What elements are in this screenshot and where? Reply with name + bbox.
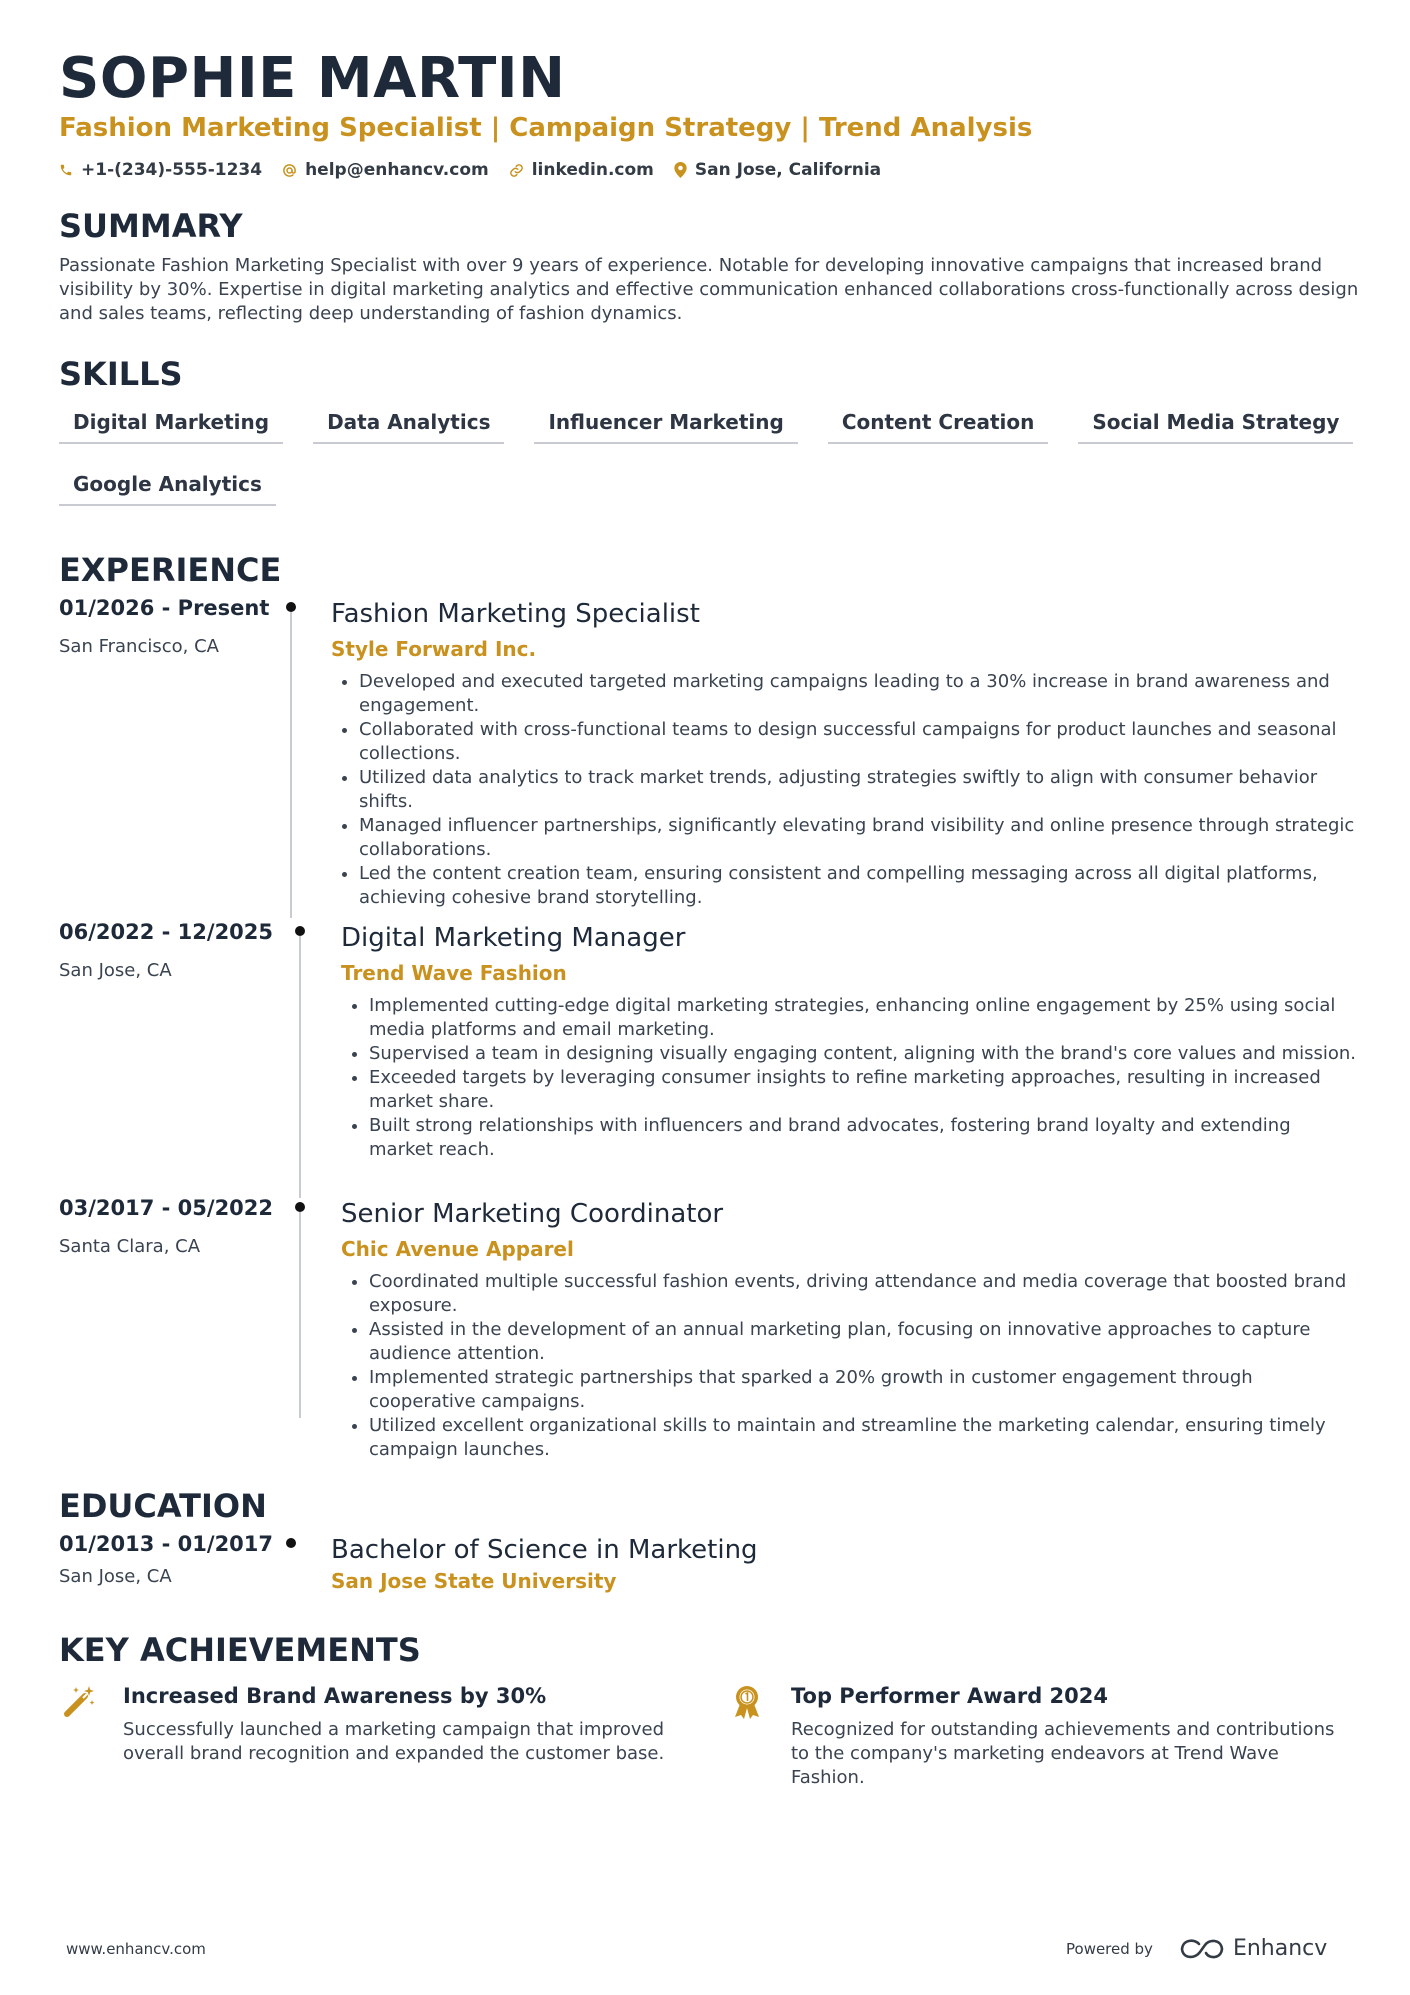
experience-date: 03/2017 - 05/2022 (59, 1196, 274, 1220)
education-location: San Jose, CA (59, 1566, 172, 1587)
bullet-item: • Implemented strategic partnerships that sparked a 20% growth in customer engagement through cooperative campaigns. (369, 1366, 1359, 1414)
bullet-item: • Developed and executed targeted marketing campaigns leading to a 30% increase in brand awareness and engagement. (359, 670, 1359, 718)
link-icon (509, 163, 524, 178)
skills-heading: SKILLS (59, 355, 183, 393)
summary-text: Passionate Fashion Marketing Specialist with over 9 years of experience. Notable for developing innovative campaigns that increased brand visibility by 30%. Expertise in digital marketing analytics and effective communication enhanced collaborations cross-functionally across design and sales teams, reflecting deep understanding of fashion dynamics. (59, 255, 1359, 324)
skill-tag: Google Analytics (59, 468, 276, 506)
achievement-title: Increased Brand Awareness by 30% (123, 1684, 547, 1708)
contact-email (282, 160, 489, 180)
timeline-dot (286, 602, 296, 612)
timeline-line (299, 936, 301, 1198)
enhancv-logo-text: Enhancv (1232, 1936, 1328, 1961)
enhancv-logo-icon (1179, 1938, 1225, 1960)
location-pin-icon (674, 162, 687, 178)
experience-bullets (331, 670, 1359, 910)
footer-powered-by (1066, 1936, 1327, 1961)
education-heading: EDUCATION (59, 1487, 267, 1525)
education-date: 01/2013 - 01/2017 (59, 1532, 274, 1556)
job-title: Digital Marketing Manager (341, 923, 686, 953)
job-title: Fashion Marketing Specialist (331, 599, 700, 629)
experience-content (341, 1196, 1359, 1462)
experience-date: 06/2022 - 12/2025 (59, 920, 274, 944)
timeline-dot (295, 926, 305, 936)
experience-location: San Francisco, CA (59, 636, 219, 657)
experience-location: San Jose, CA (59, 960, 172, 981)
skill-tag: Influencer Marketing (534, 406, 797, 444)
bullet-item: • Assisted in the development of an annual marketing plan, focusing on innovative approaches to capture audience attention. (369, 1318, 1359, 1366)
headline: Fashion Marketing Specialist | Campaign Strategy | Trend Analysis (59, 113, 1033, 143)
contact-phone (59, 160, 262, 180)
powered-by-label: Powered by (1066, 1939, 1153, 1958)
skill-tag: Data Analytics (313, 406, 504, 444)
candidate-name: SOPHIE MARTIN (59, 46, 566, 111)
contact-email-text: help@enhancv.com (305, 160, 489, 180)
skill-tag: Social Media Strategy (1078, 406, 1353, 444)
phone-icon (59, 163, 73, 177)
bullet-item: • Collaborated with cross-functional teams to design successful campaigns for product launches and seasonal collections. (359, 718, 1359, 766)
experience-heading: EXPERIENCE (59, 551, 282, 589)
school-name: San Jose State University (331, 1569, 617, 1593)
education-content (331, 1532, 1359, 1594)
contact-linkedin-text: linkedin.com (531, 160, 654, 180)
bullet-item: • Utilized data analytics to track market trends, adjusting strategies swiftly to align with consumer behavior shifts. (359, 766, 1359, 814)
contact-location-text: San Jose, California (694, 160, 882, 180)
timeline-dot (286, 1538, 296, 1548)
bullet-item: • Led the content creation team, ensuring consistent and compelling messaging across all digital platforms, achieving cohesive brand storytelling. (359, 862, 1359, 910)
contact-phone-text: +1-(234)-555-1234 (81, 160, 263, 180)
skill-tag: Digital Marketing (59, 406, 283, 444)
enhancv-logo[interactable] (1179, 1936, 1327, 1961)
footer-website[interactable]: www.enhancv.com (66, 1940, 206, 1958)
summary-heading: SUMMARY (59, 207, 243, 245)
bullet-item: • Implemented cutting-edge digital marketing strategies, enhancing online engagement by 25% using social media platforms and email marketing. (369, 994, 1359, 1042)
skills-list (59, 406, 1359, 506)
timeline-dot (295, 1202, 305, 1212)
bullet-item: • Coordinated multiple successful fashion events, driving attendance and media coverage that boosted brand exposure. (369, 1270, 1359, 1318)
bullet-item: • Utilized excellent organizational skills to maintain and streamline the marketing calendar, ensuring timely campaign launches. (369, 1414, 1359, 1462)
experience-bullets (341, 1270, 1359, 1462)
experience-date: 01/2026 - Present (59, 596, 270, 620)
contact-linkedin (509, 160, 654, 180)
bullet-item: • Managed influencer partnerships, significantly elevating brand visibility and online presence through strategic collaborations. (359, 814, 1359, 862)
contact-bar (59, 160, 881, 180)
company-name: Chic Avenue Apparel (341, 1237, 574, 1261)
achievement-description: Successfully launched a marketing campaign that improved overall brand recognition and expanded the customer base. (123, 1719, 665, 1764)
at-icon (282, 163, 297, 178)
award-ribbon-icon (731, 1684, 763, 1720)
achievement-title: Top Performer Award 2024 (791, 1684, 1108, 1708)
job-title: Senior Marketing Coordinator (341, 1199, 724, 1229)
bullet-item: • Built strong relationships with influencers and brand advocates, fostering brand loyalty and extending market reach. (369, 1114, 1359, 1162)
contact-location (674, 160, 881, 180)
degree: Bachelor of Science in Marketing (331, 1535, 758, 1565)
experience-bullets (341, 994, 1359, 1162)
achievements-heading: KEY ACHIEVEMENTS (59, 1631, 421, 1669)
company-name: Trend Wave Fashion (341, 961, 567, 985)
bullet-item: • Supervised a team in designing visually engaging content, aligning with the brand's core values and mission. (369, 1042, 1359, 1066)
timeline-line (299, 1212, 301, 1418)
company-name: Style Forward Inc. (331, 637, 537, 661)
skill-tag: Content Creation (828, 406, 1049, 444)
achievement-description: Recognized for outstanding achievements and contributions to the company's marketing endeavors at Trend Wave Fashion. (791, 1719, 1335, 1788)
bullet-item: • Exceeded targets by leveraging consumer insights to refine marketing approaches, resulting in increased market share. (369, 1066, 1359, 1114)
experience-content (341, 920, 1359, 1162)
experience-content (331, 596, 1359, 910)
magic-wand-icon (63, 1684, 97, 1718)
timeline-line (290, 612, 292, 918)
experience-location: Santa Clara, CA (59, 1236, 201, 1257)
